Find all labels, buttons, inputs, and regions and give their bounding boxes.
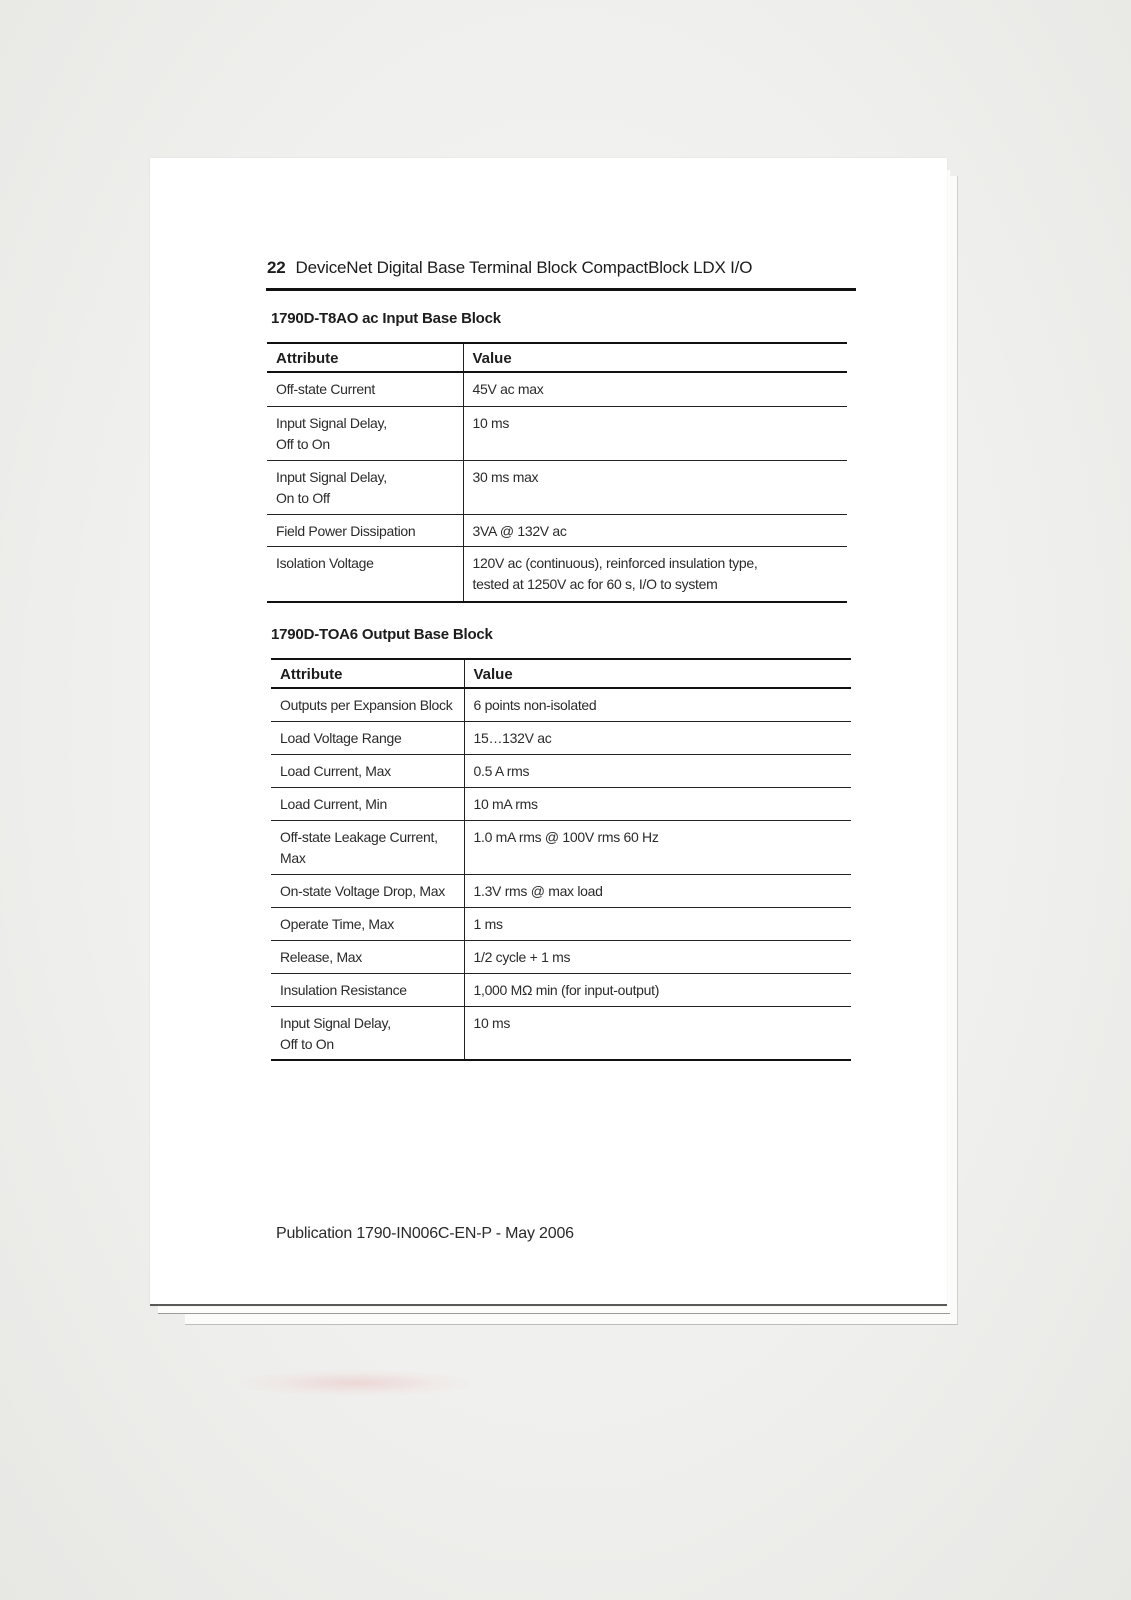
table-row: [267, 546, 847, 602]
value-cell: 45V ac max: [463, 372, 847, 406]
attribute-cell: Release, Max: [271, 940, 464, 973]
page-number: 22: [267, 258, 286, 277]
column-header: Attribute: [267, 343, 463, 372]
header-rule: [266, 288, 856, 291]
value-cell: 1.3V rms @ max load: [464, 874, 851, 907]
attribute-cell: Off-state Current: [267, 372, 463, 406]
publication-id: Publication 1790-IN006C-EN-P - May 2006: [276, 1225, 574, 1242]
attribute-cell: Off-state Leakage Current, Max: [271, 820, 464, 874]
value-cell: 1,000 MΩ min (for input-output): [464, 973, 851, 1006]
column-header: Value: [463, 343, 847, 372]
attribute-cell: Input Signal Delay, Off to On: [267, 406, 463, 460]
table-row: [271, 754, 851, 787]
table-row: [271, 1006, 851, 1060]
column-header: Attribute: [271, 659, 464, 688]
value-cell: 1.0 mA rms @ 100V rms 60 Hz: [464, 820, 851, 874]
table-row: [271, 688, 851, 721]
value-cell: 1 ms: [464, 907, 851, 940]
value-cell: 30 ms max: [463, 460, 847, 514]
input-block-title: 1790D-T8AO ac Input Base Block: [271, 310, 501, 327]
value-cell: 1/2 cycle + 1 ms: [464, 940, 851, 973]
table-row: [271, 874, 851, 907]
attribute-cell: Operate Time, Max: [271, 907, 464, 940]
table-row: [271, 787, 851, 820]
document-page: [150, 158, 947, 1306]
scan-stain: [240, 1370, 470, 1396]
attribute-cell: Load Voltage Range: [271, 721, 464, 754]
header-title: DeviceNet Digital Base Terminal Block CompactBlock LDX I/O: [295, 258, 753, 277]
table-row: [267, 514, 847, 546]
table-row: [267, 406, 847, 460]
table-row: [271, 940, 851, 973]
value-cell: 10 mA rms: [464, 787, 851, 820]
output-block-table: [271, 658, 851, 1061]
value-cell: 3VA @ 132V ac: [463, 514, 847, 546]
attribute-cell: Load Current, Min: [271, 787, 464, 820]
value-cell: 120V ac (continuous), reinforced insulation type, tested at 1250V ac for 60 s, I/O to system: [463, 546, 847, 602]
table-row: [271, 820, 851, 874]
page-footer: [276, 1225, 574, 1243]
attribute-cell: Outputs per Expansion Block: [271, 688, 464, 721]
value-cell: 6 points non-isolated: [464, 688, 851, 721]
table-row: [267, 372, 847, 406]
table-header-row: [271, 659, 851, 688]
attribute-cell: Insulation Resistance: [271, 973, 464, 1006]
value-cell: 10 ms: [464, 1006, 851, 1060]
input-block-table: [267, 342, 847, 603]
table-row: [271, 721, 851, 754]
attribute-cell: Input Signal Delay, Off to On: [271, 1006, 464, 1060]
attribute-cell: Field Power Dissipation: [267, 514, 463, 546]
value-cell: 0.5 A rms: [464, 754, 851, 787]
table-row: [271, 973, 851, 1006]
column-header: Value: [464, 659, 851, 688]
table-header-row: [267, 343, 847, 372]
attribute-cell: Input Signal Delay, On to Off: [267, 460, 463, 514]
value-cell: 10 ms: [463, 406, 847, 460]
table-row: [267, 460, 847, 514]
attribute-cell: On-state Voltage Drop, Max: [271, 874, 464, 907]
attribute-cell: Load Current, Max: [271, 754, 464, 787]
value-cell: 15…132V ac: [464, 721, 851, 754]
attribute-cell: Isolation Voltage: [267, 546, 463, 602]
table-row: [271, 907, 851, 940]
running-header: [267, 258, 855, 278]
output-block-title: 1790D-TOA6 Output Base Block: [271, 626, 493, 643]
